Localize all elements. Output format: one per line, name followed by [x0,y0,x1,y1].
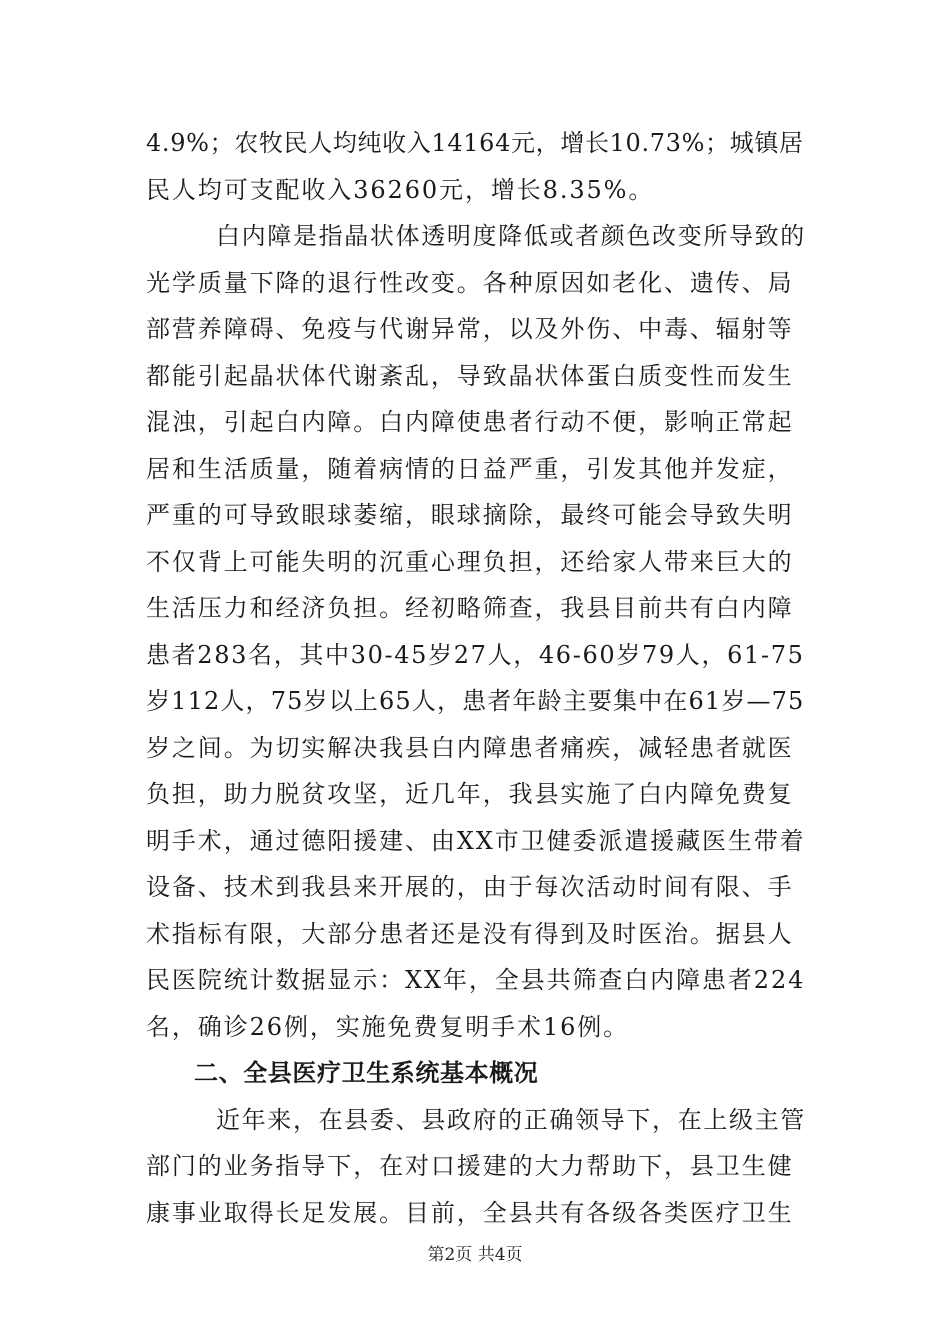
text-line: 明手术，通过德阳援建、由XX市卫健委派遣援藏医生带着 [146,826,806,855]
text-line: 部门的业务指导下，在对口援建的大力帮助下，县卫生健 [146,1152,794,1180]
body-text [146,120,806,1236]
text-line: 设备、技术到我县来开展的，由于每次活动时间有限、手 [146,873,794,901]
text-line: 混浊，引起白内障。白内障使患者行动不便，影响正常起 [146,408,794,436]
text-line: 部营养障碍、免疫与代谢异常，以及外伤、中毒、辐射等 [146,315,794,343]
text-line: 民医院统计数据显示：XX年，全县共筛查白内障患者224 [146,966,806,994]
text-line: 近年来，在县委、县政府的正确领导下，在上级主管 [216,1105,806,1134]
text-line: 患者283名，其中30-45岁27人，46-60岁79人，61-75 [146,640,805,669]
text-line: 不仅背上可能失明的沉重心理负担，还给家人带来巨大的 [146,547,794,576]
text-line: 名，确诊26例，实施免费复明手术16例。 [146,1012,630,1041]
text-line: 居和生活质量，随着病情的日益严重，引发其他并发症， [146,454,794,483]
text-line: 4.9%；农牧民人均纯收入14164元，增长10.73%；城镇居 [146,129,804,157]
text-line: 岁之间。为切实解决我县白内障患者痛疾，减轻患者就医 [146,733,794,762]
text-line: 生活压力和经济负担。经初略筛查，我县目前共有白内障 [146,594,794,622]
page-footer: 第2页 共4页 [427,1245,523,1265]
text-line: 白内障是指晶状体透明度降低或者颜色改变所导致的 [216,222,806,250]
text-line: 术指标有限，大部分患者还是没有得到及时医治。据县人 [146,919,794,948]
text-line: 严重的可导致眼球萎缩，眼球摘除，最终可能会导致失明 [146,501,794,529]
text-line: 岁112人，75岁以上65人，患者年龄主要集中在61岁—75 [146,687,805,715]
text-line: 民人均可支配收入36260元，增长8.35%。 [146,175,655,204]
text-line: 光学质量下降的退行性改变。各种原因如老化、遗传、局 [146,268,794,297]
text-line: 负担，助力脱贫攻坚，近几年，我县实施了白内障免费复 [146,780,794,808]
section-heading: 二、全县医疗卫生系统基本概况 [194,1059,539,1087]
text-line: 康事业取得长足发展。目前，全县共有各级各类医疗卫生 [146,1198,794,1227]
text-line: 都能引起晶状体代谢紊乱，导致晶状体蛋白质变性而发生 [146,361,794,390]
